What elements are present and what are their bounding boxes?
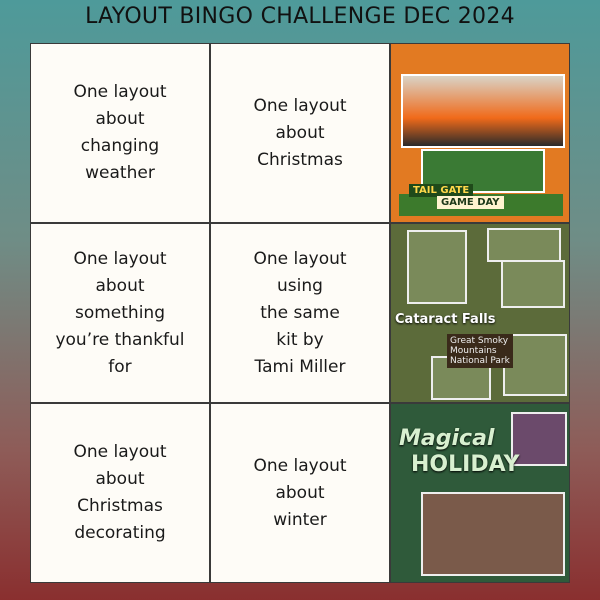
bingo-cell: [210, 43, 390, 223]
photo-people: [401, 74, 565, 148]
cell-text: One layout about Christmas: [253, 95, 347, 170]
sample-layout-photo: [390, 223, 570, 403]
cell-text: One layout about winter: [253, 455, 347, 530]
photo-caption: Magical: [399, 426, 495, 451]
page-title: LAYOUT BINGO CHALLENGE DEC 2024: [85, 4, 515, 29]
photo-caption: Great Smoky Mountains National Park: [447, 334, 513, 368]
bingo-cell: [30, 223, 210, 403]
bingo-cell: [210, 403, 390, 583]
photo-frame: [501, 260, 565, 308]
bingo-cell: [210, 223, 390, 403]
bingo-grid: [30, 43, 570, 583]
sample-layout-photo: [390, 403, 570, 583]
cell-text: One layout about something you’re thankful for: [55, 248, 185, 377]
photo-caption: HOLIDAY: [411, 452, 520, 477]
cell-text: One layout about Christmas decorating: [73, 442, 167, 543]
bingo-cell: [30, 403, 210, 583]
photo-frame: [407, 230, 467, 304]
photo-frame: [421, 492, 565, 576]
photo-caption: Cataract Falls: [395, 312, 496, 327]
cell-text: One layout about changing weather: [73, 82, 167, 183]
photo-frame: [487, 228, 561, 262]
bingo-cell: [30, 43, 210, 223]
photo-caption: GAME DAY: [437, 196, 504, 209]
sample-layout-photo: [390, 43, 570, 223]
photo-caption: TAIL GATE: [409, 184, 473, 197]
cell-text: One layout using the same kit by Tami Miller: [253, 248, 347, 377]
